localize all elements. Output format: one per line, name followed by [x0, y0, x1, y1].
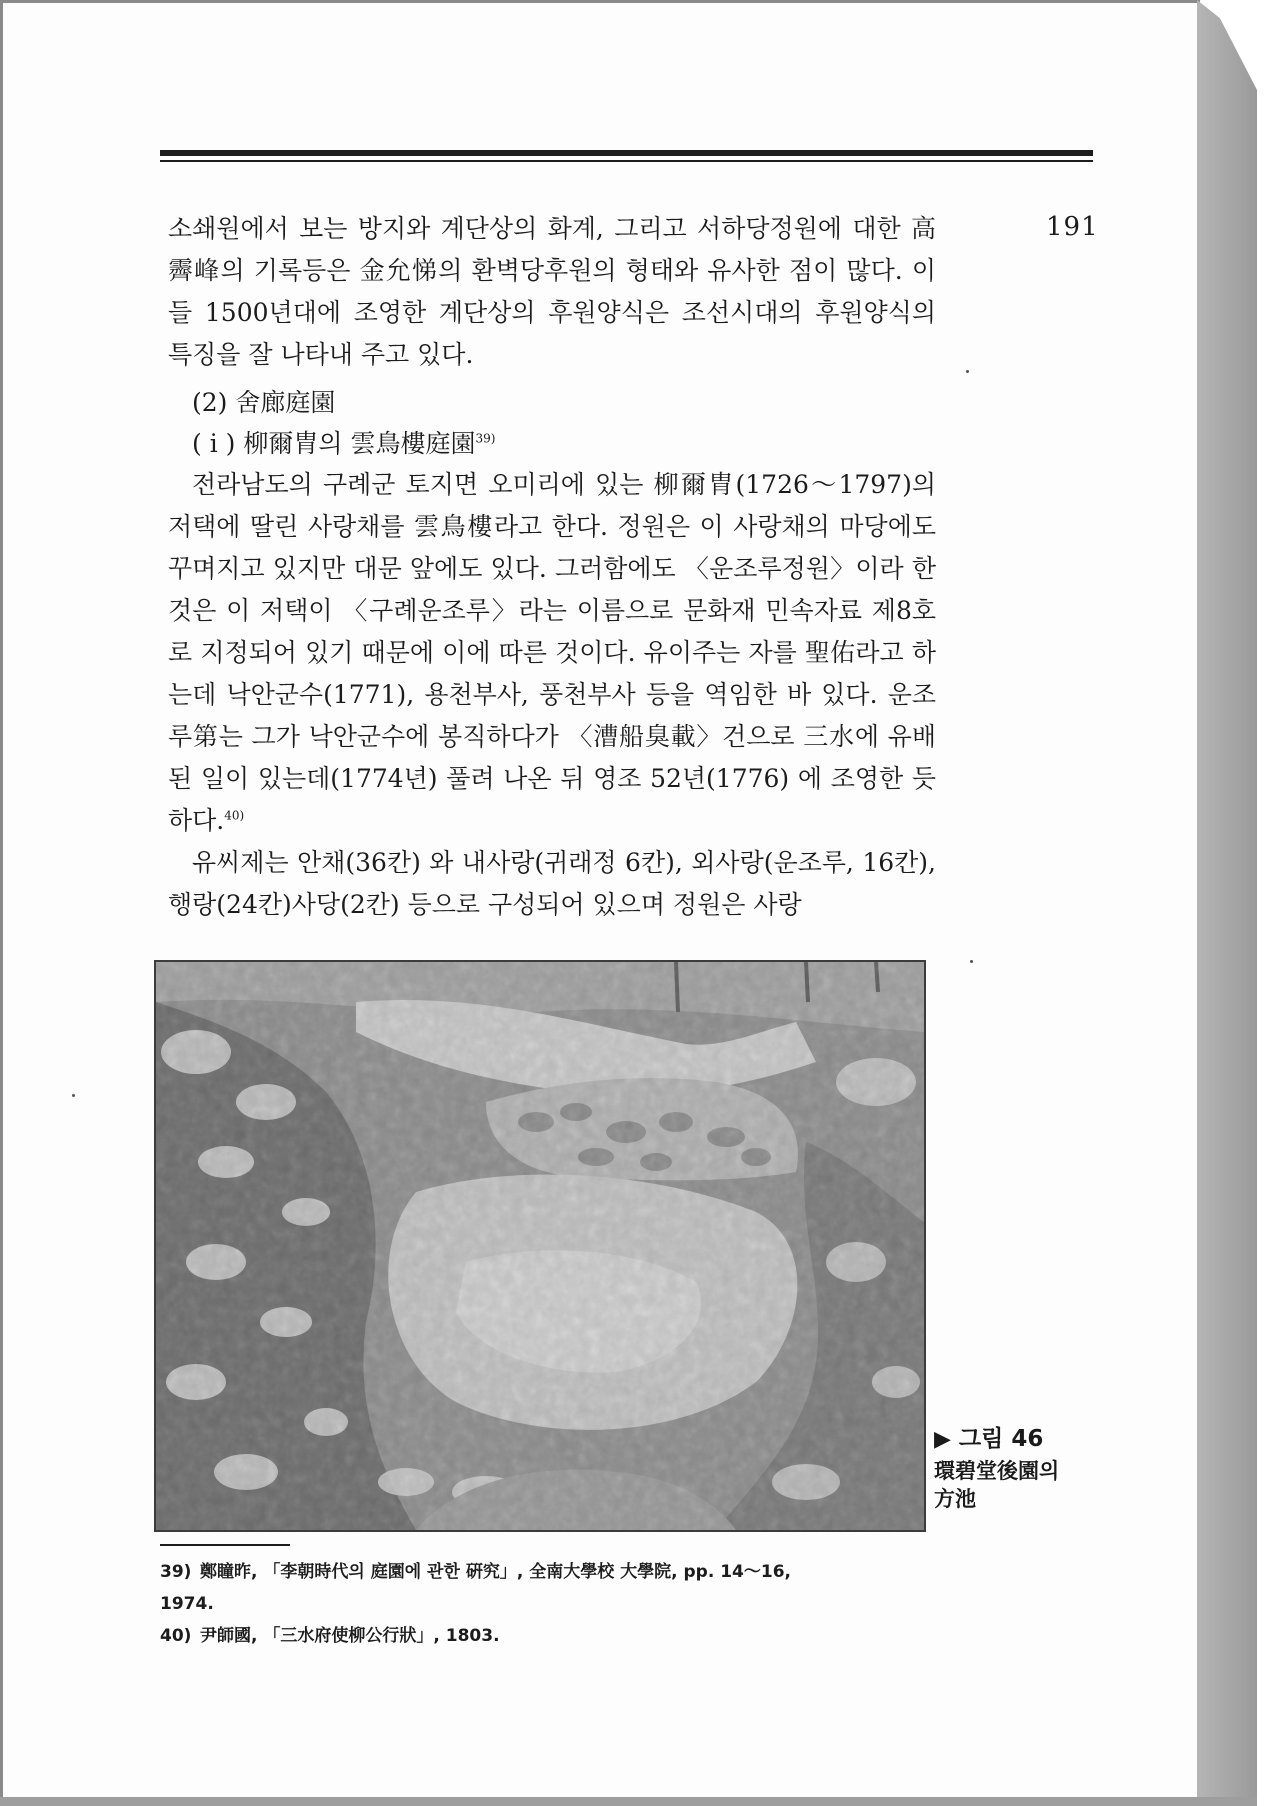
paragraph-3: 유씨제는 안채(36칸) 와 내사랑(귀래정 6칸), 외사랑(운조루, 16칸), 행랑(24칸)사당(2칸) 등으로 구성되어 있으며 정원은 사랑 — [168, 848, 936, 919]
scan-speck — [970, 960, 973, 963]
subsection-label: ( i ) 柳爾胄의 雲鳥樓庭園 — [192, 429, 476, 458]
figure-caption — [934, 1422, 1084, 1513]
header-rule-thin — [160, 160, 1093, 162]
footnote-text: 尹師國, 「三水府使柳公行狀」, 1803. — [200, 1626, 500, 1646]
paragraph-2 — [168, 464, 936, 842]
page-edge-right — [1197, 0, 1257, 1800]
scan-speck — [72, 1094, 75, 1097]
figure-number: 그림 46 — [958, 1426, 1044, 1452]
footnote-39 — [160, 1556, 940, 1588]
header-rule-thick — [160, 150, 1093, 156]
footnote-ref-39: 39) — [475, 431, 496, 446]
subsection-heading — [192, 424, 936, 464]
footnote-39-continued: 1974. — [160, 1594, 214, 1614]
paragraph-2-text: 전라남도의 구례군 토지면 오미리에 있는 柳爾胄(1726～1797)의 저택에 딸린 사랑채를 雲鳥樓라고 한다. 정원은 이 사랑채의 마당에도 꾸며지고 있지만 대문 앞에도 있다. 그러함에도 〈운조루정원〉이라 한 것은 이 저택이 〈구례운조루〉라는 이름으로 문화재 민속자료 제8호로 지정되어 있기 때문에 이에 따른 것이다. 유이주는 자를 聖佑라고 하는데 낙안군수(1771), 용천부사, 풍천부사 등을 역임한 바 있다. 운조루第는 그가 낙안군수에 봉직하다가 〈漕船臭載〉건으로 三水에 유배된 일이 있는데(1774년) 풀려 나온 뒤 영조 52년(1776) 에 조영한 듯하다. — [168, 470, 936, 835]
footnote-ref-40: 40) — [224, 808, 245, 823]
figure-label — [934, 1422, 1084, 1457]
footnote-rule — [160, 1544, 290, 1546]
scan-speck — [966, 370, 969, 373]
footnote-number: 40) — [160, 1626, 192, 1646]
page-edge-bottom — [0, 1797, 1257, 1806]
section-heading: (2) 舍廊庭園 — [192, 388, 336, 417]
triangle-right-icon: ▶ — [934, 1427, 951, 1452]
footnote-text: 鄭瞳昨, 「李朝時代의 庭園에 관한 硏究」, 全南大學校 大學院, pp. 14～16, — [200, 1562, 791, 1582]
figure-photo — [154, 960, 926, 1532]
paragraph-1: 소쇄원에서 보는 방지와 계단상의 화계, 그리고 서하당정원에 대한 高霽峰의 기록등은 金允悌의 환벽당후원의 형태와 유사한 점이 많다. 이들 1500년대에 조영한 계단상의 후원양식은 조선시대의 후원양식의 특징을 잘 나타내 주고 있다. — [168, 214, 936, 369]
body-text — [168, 208, 936, 926]
figure-caption-line-1: 環碧堂後園의 — [934, 1459, 1060, 1483]
footnotes — [160, 1556, 940, 1652]
page-number: 191 — [1046, 212, 1099, 242]
footnote-number: 39) — [160, 1562, 192, 1582]
footnote-40 — [160, 1620, 940, 1652]
garden-pond-photo — [156, 962, 924, 1530]
figure-caption-line-2: 方池 — [934, 1487, 976, 1511]
